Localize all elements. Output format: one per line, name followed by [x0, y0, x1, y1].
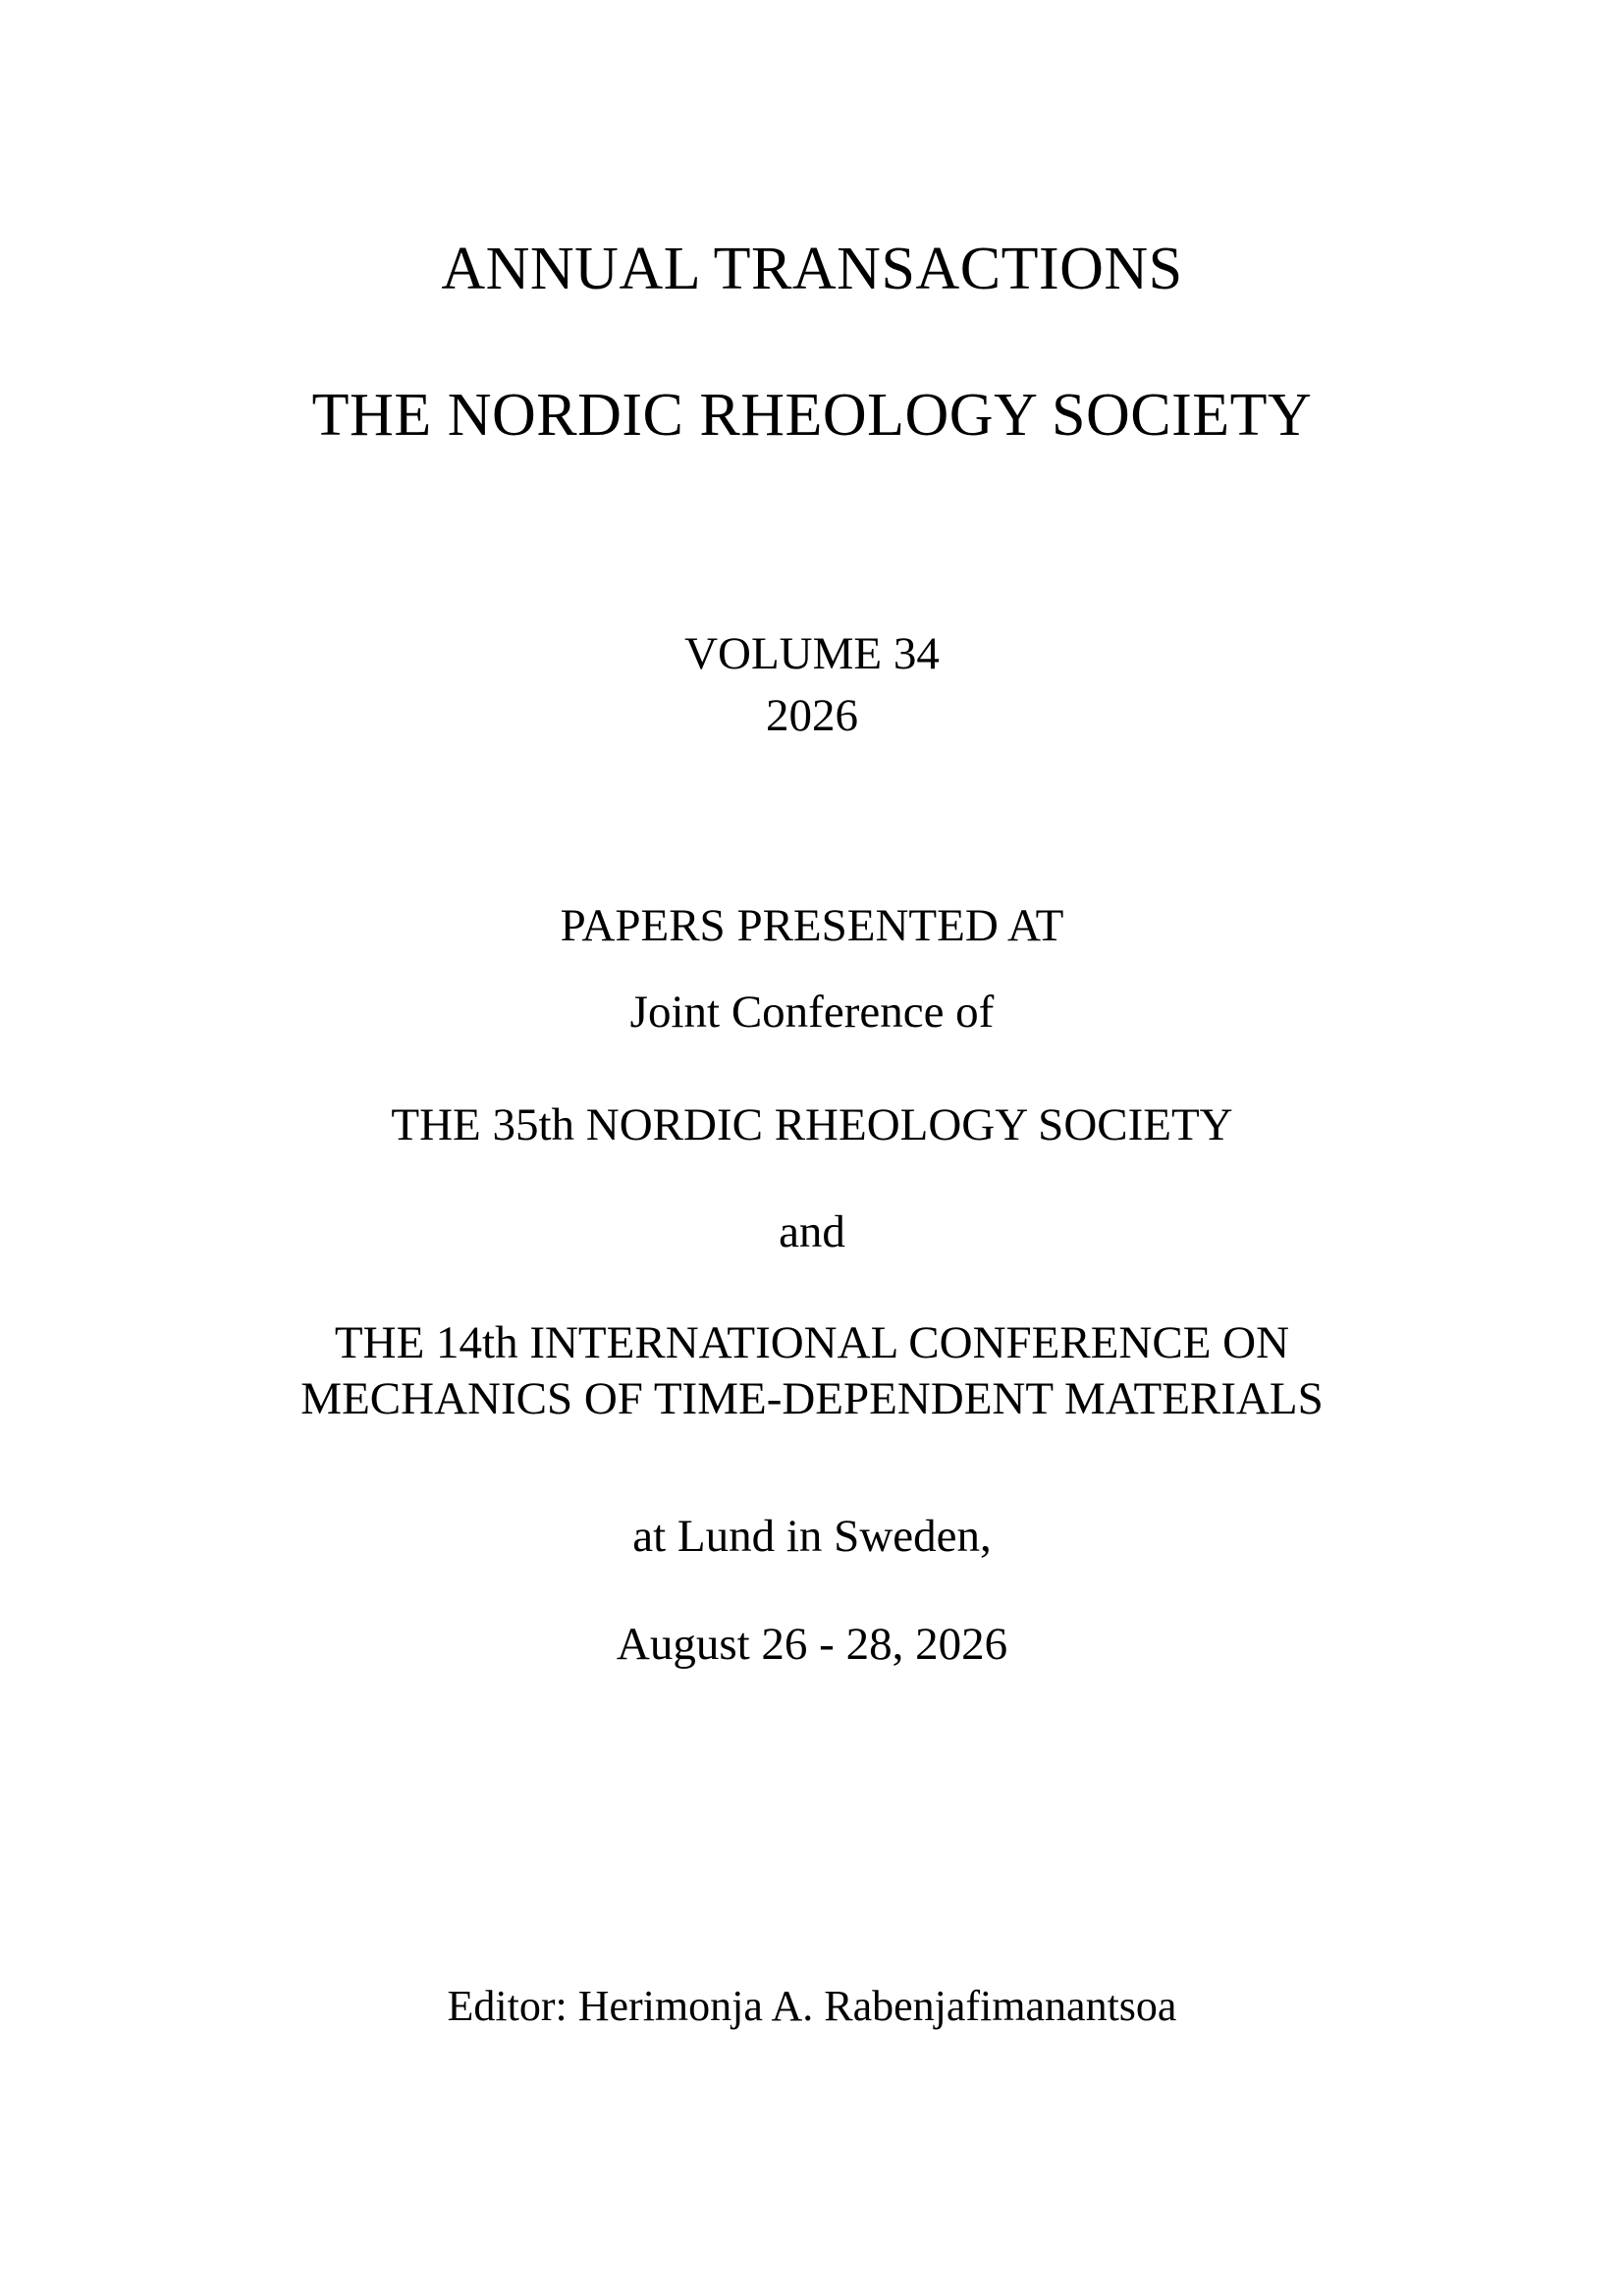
volume-number: VOLUME 34 [684, 628, 940, 679]
conference-dates: August 26 - 28, 2026 [616, 1619, 1008, 1670]
editor-credit: Editor: Herimonja A. Rabenjafimanantsoa [447, 1982, 1177, 2030]
joint-conference-label: Joint Conference of [629, 987, 995, 1038]
journal-title: ANNUAL TRANSACTIONS [441, 236, 1183, 302]
conference-location: at Lund in Sweden, [632, 1511, 992, 1562]
conference-2-title-line-1: THE 14th INTERNATIONAL CONFERENCE ON [334, 1317, 1290, 1368]
conjunction-and: and [779, 1206, 845, 1257]
conference-1-title: THE 35th NORDIC RHEOLOGY SOCIETY [391, 1099, 1233, 1150]
society-title: THE NORDIC RHEOLOGY SOCIETY [311, 382, 1313, 449]
volume-year: 2026 [766, 690, 858, 741]
papers-presented-heading: PAPERS PRESENTED AT [560, 900, 1064, 951]
conference-2-title-line-2: MECHANICS OF TIME-DEPENDENT MATERIALS [300, 1373, 1324, 1424]
